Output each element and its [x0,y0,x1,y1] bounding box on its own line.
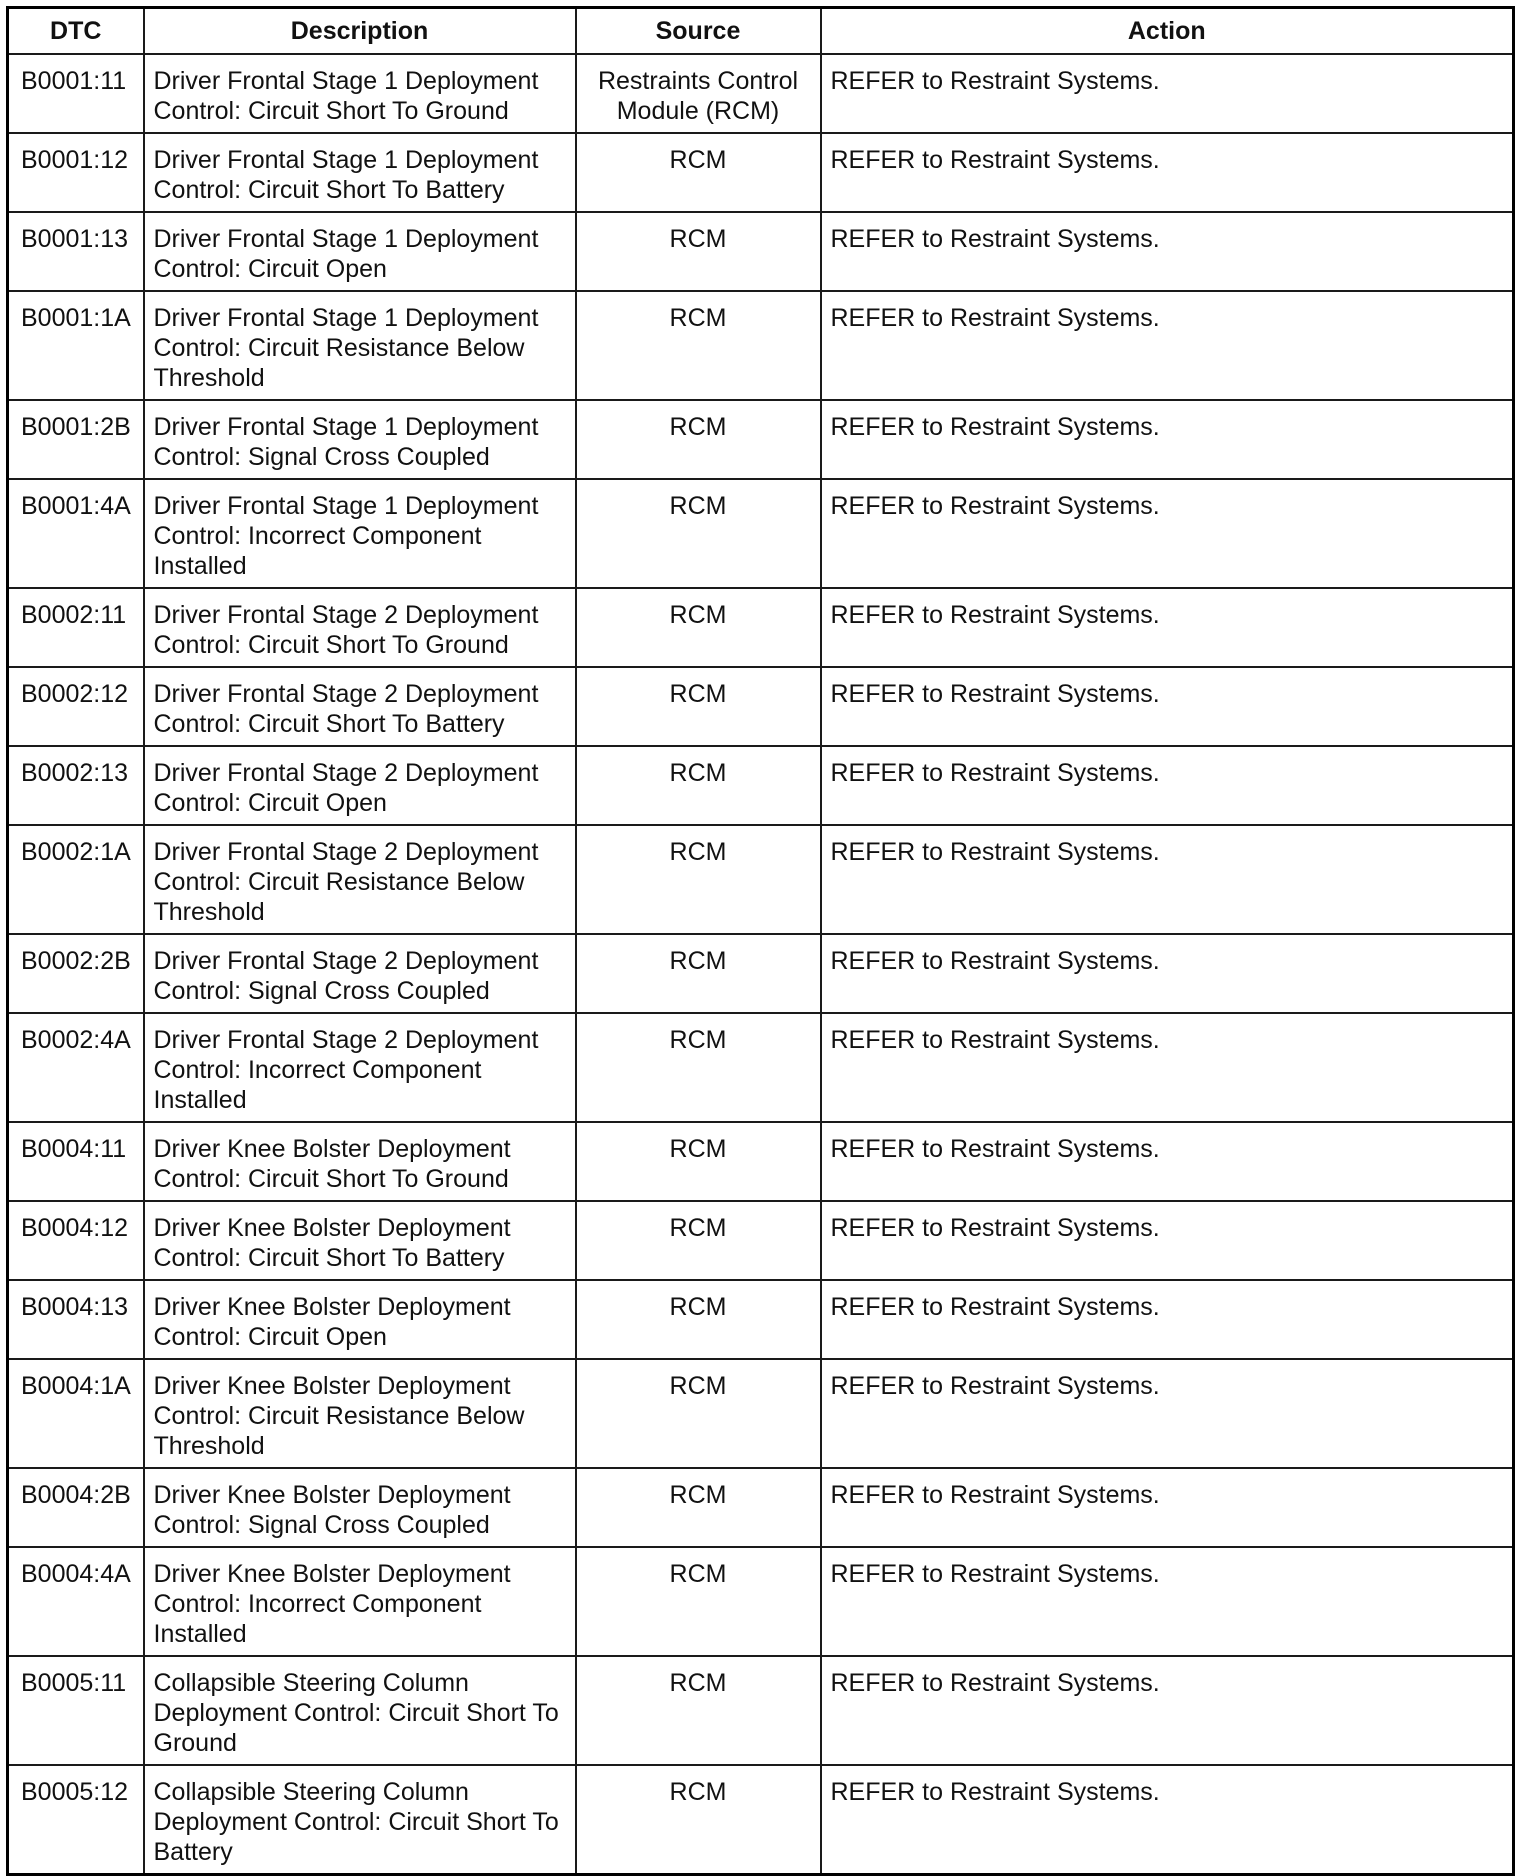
description-cell: Driver Frontal Stage 2 Deployment Control: Circuit Resistance Below Threshold [144,825,576,934]
source-cell: RCM [576,1765,821,1875]
source-cell: RCM [576,1468,821,1547]
action-cell: REFER to Restraint Systems. [821,1765,1514,1875]
table-row [8,1765,1514,1875]
table-row [8,1547,1514,1656]
header-source: Source [576,8,821,54]
table-row [8,133,1514,212]
table-row [8,746,1514,825]
description-cell: Driver Frontal Stage 2 Deployment Control: Circuit Short To Battery [144,667,576,746]
dtc-code-cell: B0002:4A [8,1013,144,1122]
source-cell: RCM [576,133,821,212]
dtc-code-cell: B0004:11 [8,1122,144,1201]
description-cell: Driver Knee Bolster Deployment Control: Circuit Open [144,1280,576,1359]
source-cell: RCM [576,1201,821,1280]
source-cell: RCM [576,291,821,400]
source-cell: RCM [576,588,821,667]
source-cell: RCM [576,479,821,588]
action-cell: REFER to Restraint Systems. [821,1122,1514,1201]
action-cell: REFER to Restraint Systems. [821,1656,1514,1765]
source-cell: RCM [576,212,821,291]
source-cell: RCM [576,1359,821,1468]
action-cell: REFER to Restraint Systems. [821,1013,1514,1122]
dtc-code-cell: B0002:12 [8,667,144,746]
dtc-code-cell: B0005:11 [8,1656,144,1765]
dtc-code-cell: B0002:13 [8,746,144,825]
action-cell: REFER to Restraint Systems. [821,1359,1514,1468]
dtc-document [6,6,1512,1866]
table-row [8,588,1514,667]
dtc-code-cell: B0002:2B [8,934,144,1013]
description-cell: Driver Frontal Stage 1 Deployment Control: Circuit Short To Battery [144,133,576,212]
description-cell: Collapsible Steering Column Deployment Control: Circuit Short To Battery [144,1765,576,1875]
source-cell: RCM [576,1280,821,1359]
description-cell: Driver Frontal Stage 1 Deployment Control: Circuit Resistance Below Threshold [144,291,576,400]
table-row [8,1280,1514,1359]
action-cell: REFER to Restraint Systems. [821,54,1514,133]
source-cell: RCM [576,1122,821,1201]
source-cell: RCM [576,825,821,934]
header-description: Description [144,8,576,54]
dtc-code-cell: B0004:12 [8,1201,144,1280]
description-cell: Driver Frontal Stage 1 Deployment Control: Incorrect Component Installed [144,479,576,588]
action-cell: REFER to Restraint Systems. [821,133,1514,212]
dtc-code-cell: B0004:13 [8,1280,144,1359]
table-row [8,825,1514,934]
action-cell: REFER to Restraint Systems. [821,934,1514,1013]
description-cell: Driver Knee Bolster Deployment Control: Circuit Resistance Below Threshold [144,1359,576,1468]
table-header-row [8,8,1514,54]
dtc-code-cell: B0002:11 [8,588,144,667]
description-cell: Driver Frontal Stage 1 Deployment Control: Circuit Short To Ground [144,54,576,133]
action-cell: REFER to Restraint Systems. [821,746,1514,825]
table-row [8,479,1514,588]
table-row [8,1013,1514,1122]
dtc-code-cell: B0001:2B [8,400,144,479]
table-row [8,212,1514,291]
table-row [8,1656,1514,1765]
source-cell: Restraints Control Module (RCM) [576,54,821,133]
action-cell: REFER to Restraint Systems. [821,1201,1514,1280]
dtc-code-cell: B0004:4A [8,1547,144,1656]
table-body [8,54,1514,1875]
source-cell: RCM [576,746,821,825]
dtc-code-cell: B0001:4A [8,479,144,588]
table-row [8,667,1514,746]
description-cell: Driver Knee Bolster Deployment Control: Circuit Short To Battery [144,1201,576,1280]
table-row [8,1359,1514,1468]
dtc-code-cell: B0001:11 [8,54,144,133]
action-cell: REFER to Restraint Systems. [821,479,1514,588]
table-row [8,1468,1514,1547]
table-row [8,400,1514,479]
description-cell: Driver Frontal Stage 1 Deployment Control: Circuit Open [144,212,576,291]
action-cell: REFER to Restraint Systems. [821,667,1514,746]
description-cell: Driver Knee Bolster Deployment Control: Circuit Short To Ground [144,1122,576,1201]
description-cell: Driver Knee Bolster Deployment Control: Signal Cross Coupled [144,1468,576,1547]
header-action: Action [821,8,1514,54]
source-cell: RCM [576,1013,821,1122]
table-row [8,54,1514,133]
dtc-code-cell: B0001:1A [8,291,144,400]
table-row [8,1122,1514,1201]
source-cell: RCM [576,934,821,1013]
dtc-code-cell: B0004:2B [8,1468,144,1547]
dtc-code-cell: B0005:12 [8,1765,144,1875]
description-cell: Collapsible Steering Column Deployment Control: Circuit Short To Ground [144,1656,576,1765]
action-cell: REFER to Restraint Systems. [821,1468,1514,1547]
source-cell: RCM [576,667,821,746]
action-cell: REFER to Restraint Systems. [821,291,1514,400]
dtc-code-cell: B0001:12 [8,133,144,212]
description-cell: Driver Knee Bolster Deployment Control: Incorrect Component Installed [144,1547,576,1656]
description-cell: Driver Frontal Stage 1 Deployment Control: Signal Cross Coupled [144,400,576,479]
source-cell: RCM [576,400,821,479]
table-row [8,1201,1514,1280]
action-cell: REFER to Restraint Systems. [821,825,1514,934]
action-cell: REFER to Restraint Systems. [821,212,1514,291]
source-cell: RCM [576,1656,821,1765]
action-cell: REFER to Restraint Systems. [821,1547,1514,1656]
description-cell: Driver Frontal Stage 2 Deployment Control: Circuit Short To Ground [144,588,576,667]
dtc-code-cell: B0001:13 [8,212,144,291]
dtc-table [6,6,1515,1876]
table-row [8,291,1514,400]
dtc-code-cell: B0002:1A [8,825,144,934]
description-cell: Driver Frontal Stage 2 Deployment Control: Incorrect Component Installed [144,1013,576,1122]
dtc-code-cell: B0004:1A [8,1359,144,1468]
source-cell: RCM [576,1547,821,1656]
description-cell: Driver Frontal Stage 2 Deployment Control: Circuit Open [144,746,576,825]
table-row [8,934,1514,1013]
action-cell: REFER to Restraint Systems. [821,400,1514,479]
header-dtc: DTC [8,8,144,54]
action-cell: REFER to Restraint Systems. [821,588,1514,667]
description-cell: Driver Frontal Stage 2 Deployment Control: Signal Cross Coupled [144,934,576,1013]
action-cell: REFER to Restraint Systems. [821,1280,1514,1359]
